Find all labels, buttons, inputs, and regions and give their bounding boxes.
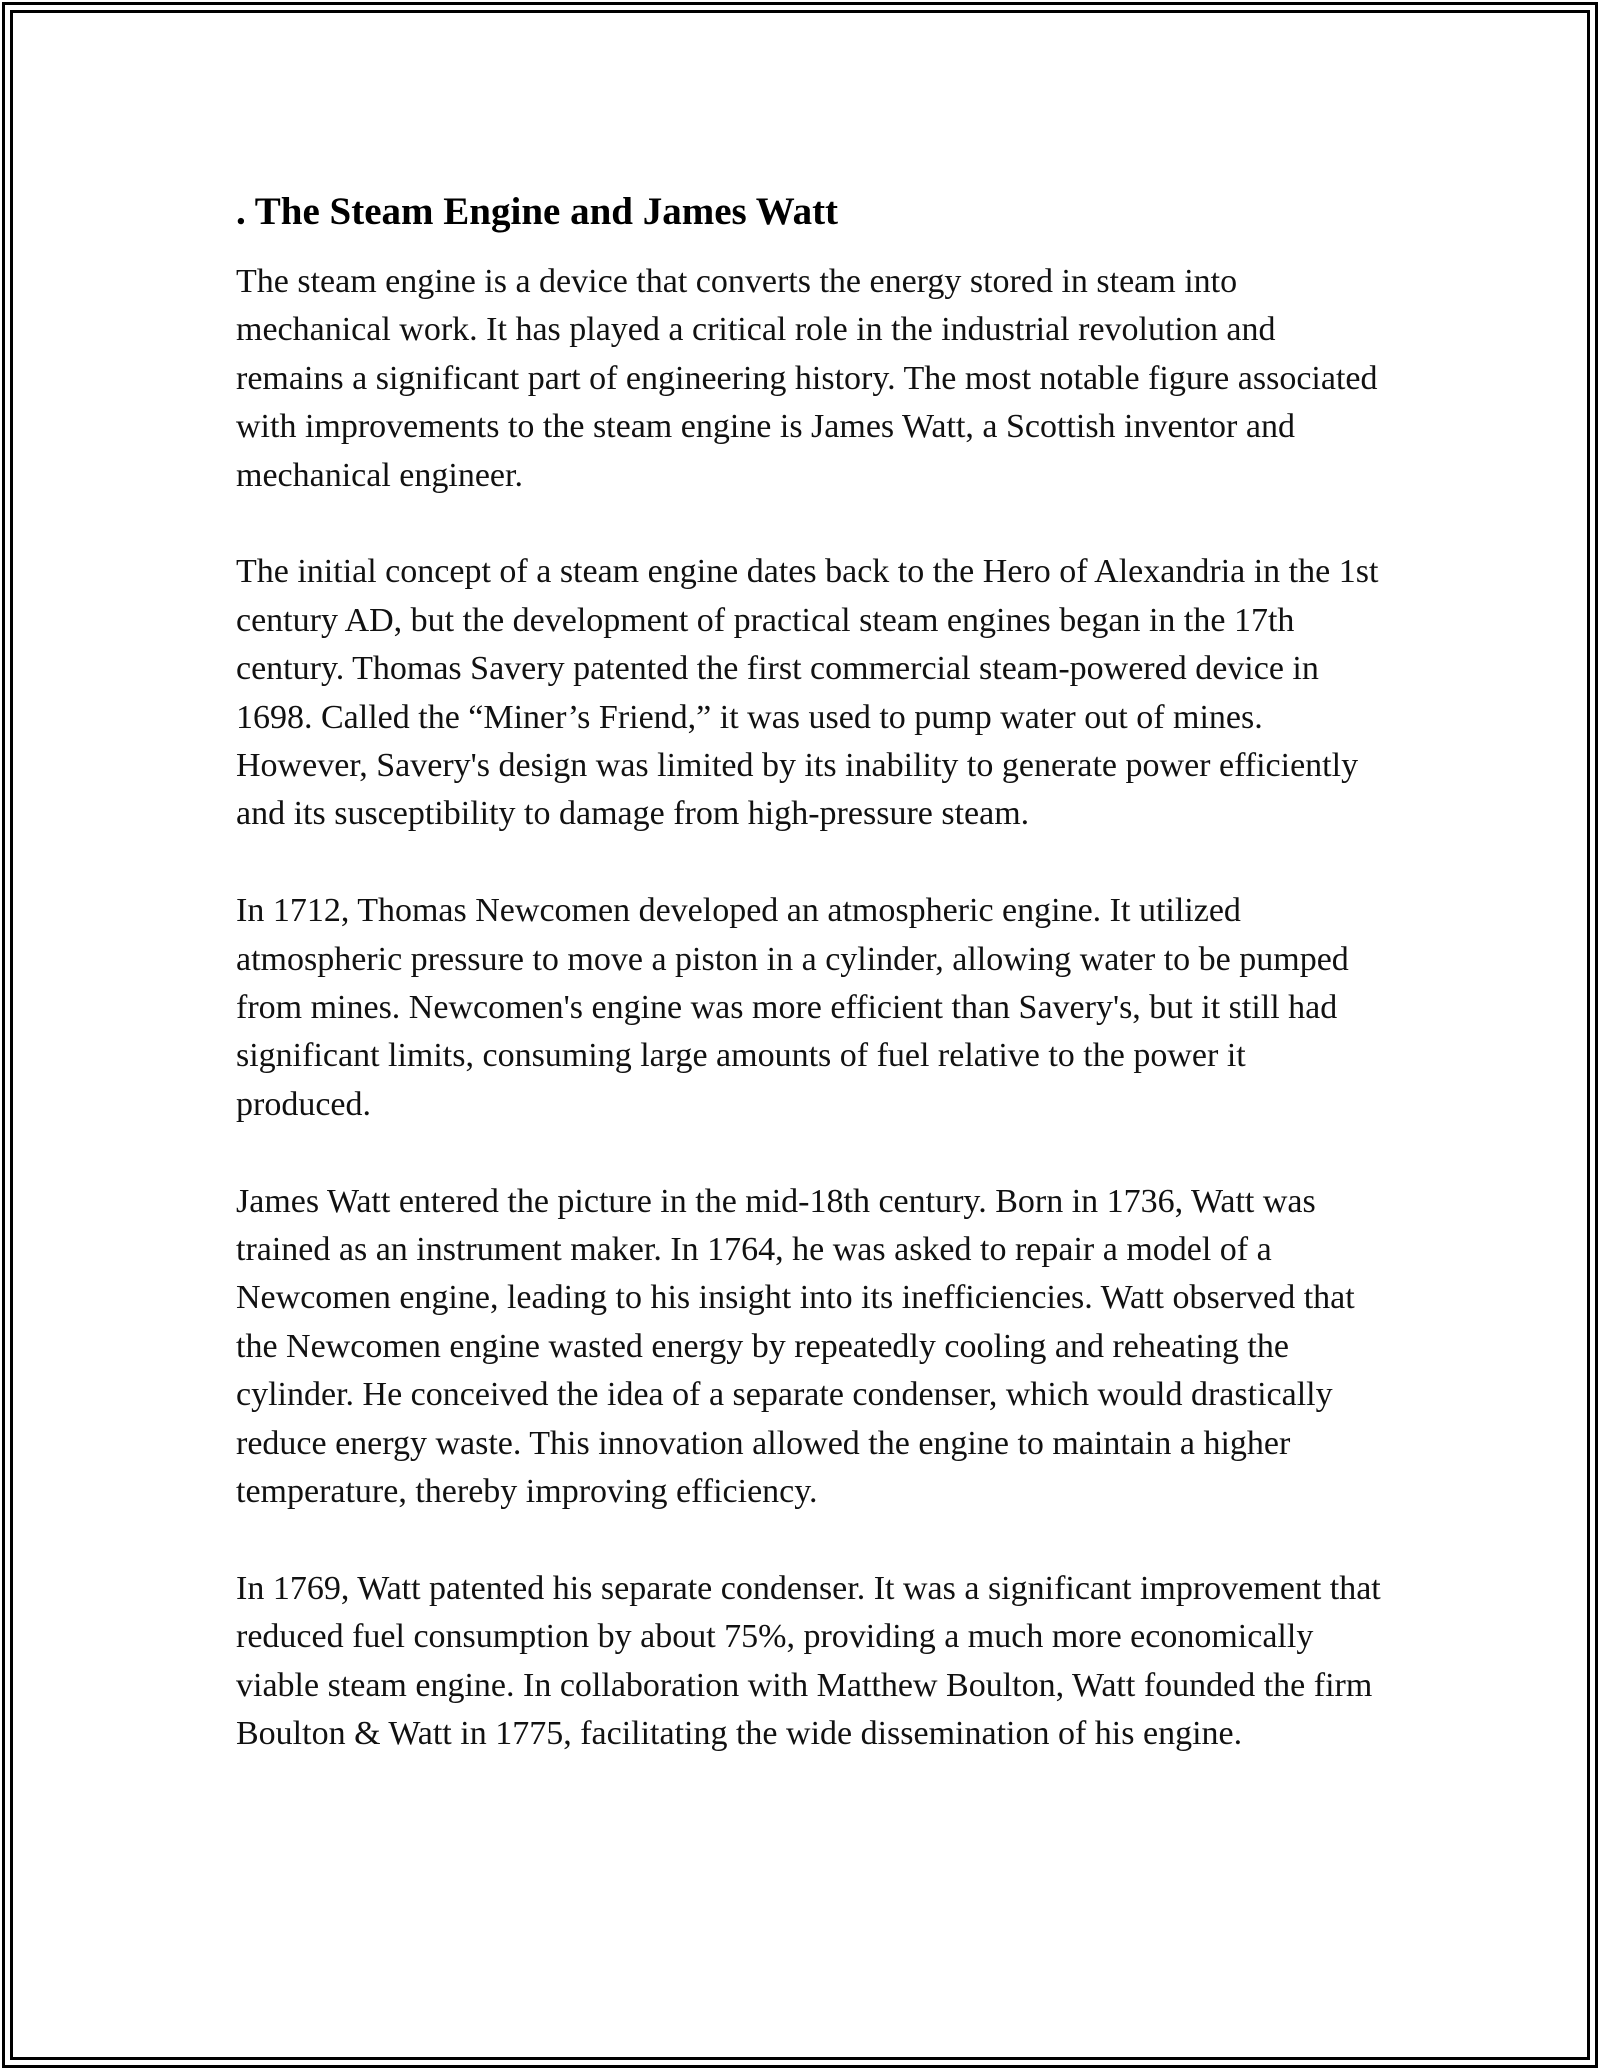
document-title: . The Steam Engine and James Watt bbox=[236, 190, 839, 233]
paragraph-newcomen: In 1712, Thomas Newcomen developed an atmospheric engine. It utilized atmospheric pressure to move a piston in a cylinder, allowing water to be pumped from mines. Newcomen's engine was more efficient than Savery's, but it still had significant limits, consuming large amounts of fuel relative to the power it produced. bbox=[236, 892, 1349, 1123]
paragraph-boulton-watt: In 1769, Watt patented his separate condenser. It was a significant improvement that reduced fuel consumption by about 75%, providing a much more economically viable steam engine. In collaboration with Matthew Boulton, Watt founded the firm Boulton & Watt in 1775, facilitating the wide dissemination of his engine. bbox=[236, 1569, 1381, 1753]
paragraph-james-watt: James Watt entered the picture in the mid-18th century. Born in 1736, Watt was trained as an instrument maker. In 1764, he was asked to repair a model of a Newcomen engine, leading to his insight into its inefficiencies. Watt observed that the Newcomen engine wasted energy by repeatedly cooling and reheating the cylinder. He conceived the idea of a separate condenser, which would drastically reduce energy waste. This innovation allowed the engine to maintain a higher temperature, thereby improving efficiency. bbox=[236, 1182, 1355, 1511]
document-body bbox=[236, 186, 1386, 1807]
paragraph-early-history: The initial concept of a steam engine dates back to the Hero of Alexandria in the 1st century AD, but the development of practical steam engines began in the 17th century. Thomas Savery patented the first commercial steam-powered device in 1698. Called the “Miner’s Friend,” it was used to pump water out of mines. However, Savery's design was limited by its inability to generate power efficiently and its susceptibility to damage from high-pressure steam. bbox=[236, 553, 1379, 833]
paragraph-intro: The steam engine is a device that converts the energy stored in steam into mechanical work. It has played a critical role in the industrial revolution and remains a significant part of engineering history. The most notable figure associated with improvements to the steam engine is James Watt, a Scottish inventor and mechanical engineer. bbox=[236, 263, 1378, 494]
